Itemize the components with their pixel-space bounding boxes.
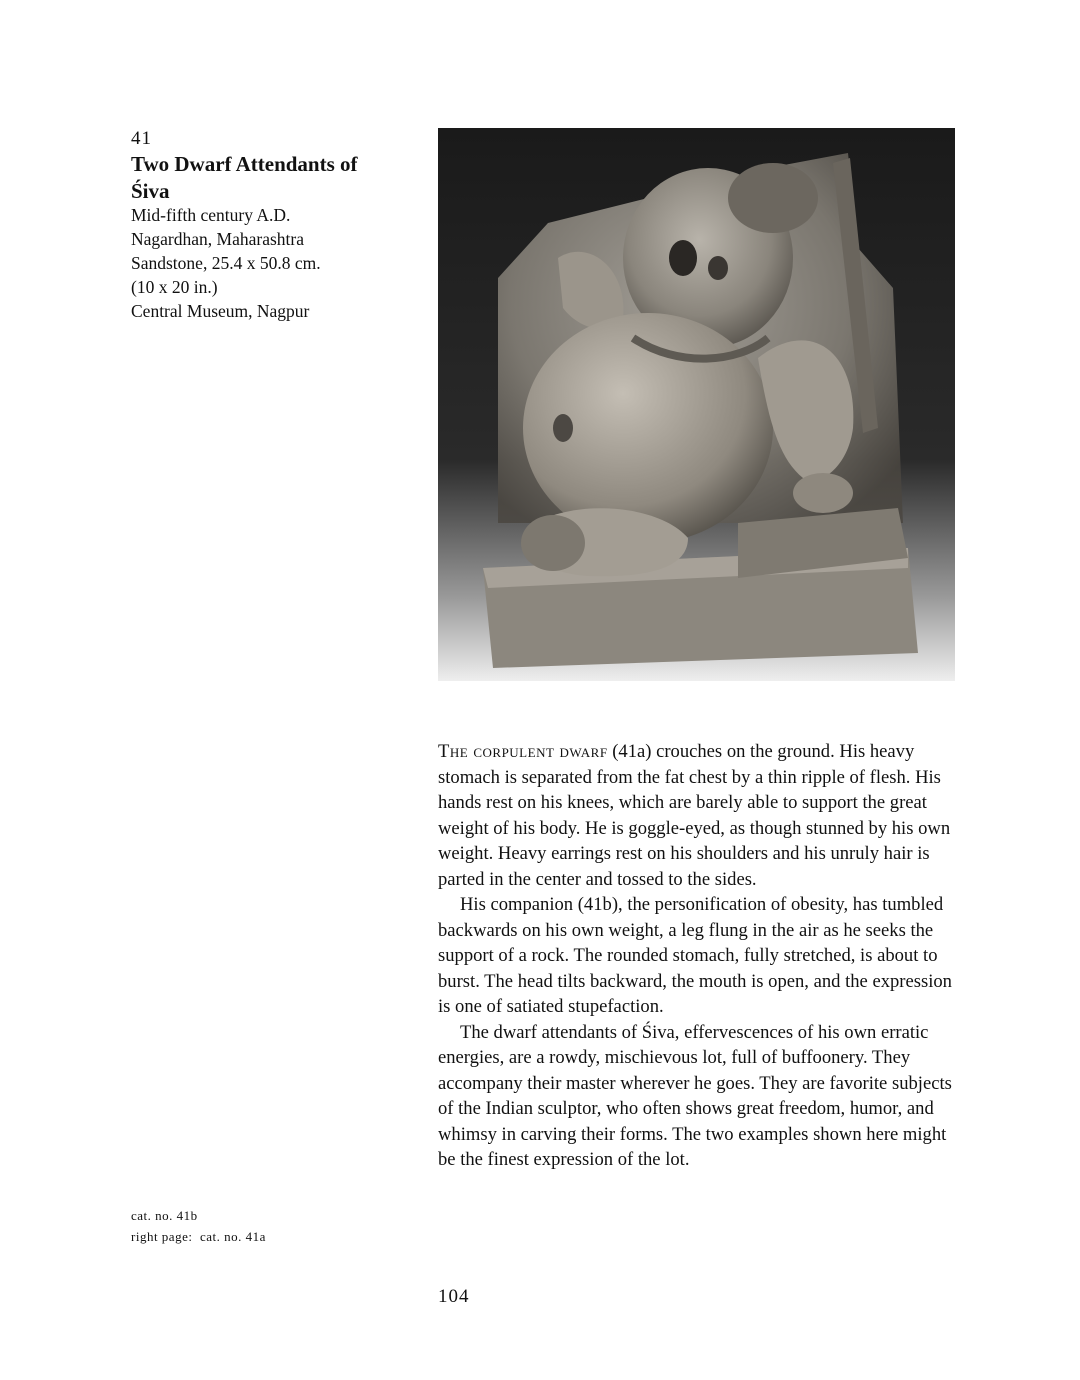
caption-left-figure: cat. no. 41b	[131, 1208, 198, 1223]
detail-collection: Central Museum, Nagpur	[131, 301, 310, 321]
detail-date: Mid-fifth century A.D.	[131, 205, 291, 225]
detail-size-in: (10 x 20 in.)	[131, 277, 218, 297]
catalog-number: 41	[131, 128, 152, 149]
page-number: 104	[438, 1286, 470, 1307]
detail-provenance: Nagardhan, Maharashtra	[131, 229, 304, 249]
detail-material-cm: Sandstone, 25.4 x 50.8 cm.	[131, 253, 321, 273]
lead-in-smallcaps: The corpulent dwarf	[438, 741, 608, 762]
sculpture-image	[438, 128, 955, 681]
body-text	[438, 739, 960, 1173]
dwarf-sculpture-photo	[438, 128, 955, 681]
paragraph-1-text: (41a) crouches on the ground. His heavy stomach is separated from the fat chest by a thin ripple of flesh. His hands rest on his knees, which are barely able to support the great weight of his body. He is goggle-eyed, as though stunned by his own weight. Heavy earrings rest on his shoulders and his unruly hair is parted in the center and tossed to the sides.	[438, 741, 951, 890]
entry-title: Two Dwarf Attendants of Śiva	[131, 152, 358, 203]
paragraph-2: His companion (41b), the personification of obesity, has tumbled backwards on his own weight, a leg flung in the air as he seeks the support of a rock. The rounded stomach, fully stretched, is about to burst. The head tilts backward, the mouth is open, and the expression is one of satiated stupefaction.	[438, 894, 952, 1017]
figure-captions	[131, 1205, 266, 1247]
paragraph-1	[438, 739, 960, 892]
paragraph-3: The dwarf attendants of Śiva, effervescences of his own erratic energies, are a rowdy, mischievous lot, full of buffoonery. They accompany their master wherever he goes. They are favorite subjects of the Indian sculptor, who often shows great freedom, humor, and whimsy in carving their forms. The two examples shown here might be the finest expression of the lot.	[438, 1021, 952, 1170]
caption-right-page: right page: cat. no. 41a	[131, 1229, 266, 1244]
entry-details	[131, 203, 321, 323]
